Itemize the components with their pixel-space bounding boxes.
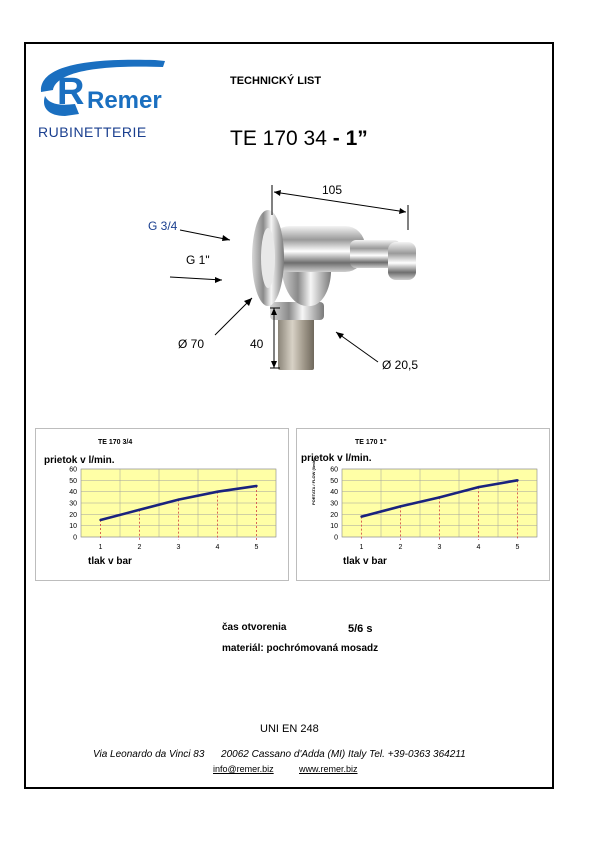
chart-right-ytick-label: 40: [330, 489, 338, 497]
chart-left-plot: [36, 429, 288, 580]
chart-right-plot: [297, 429, 549, 580]
chart-left-data-point: [138, 509, 140, 511]
model-size: - 1”: [332, 127, 368, 150]
chart-right-data-point: [360, 515, 362, 517]
push-button: [388, 242, 416, 280]
brand-name: Remer: [87, 87, 162, 114]
material-info: materiál: pochrómovaná mosadz: [222, 643, 379, 654]
pipe-tail: [278, 315, 314, 370]
chart-left-ytick-label: 40: [69, 489, 77, 497]
document-type: TECHNICKÝ LIST: [230, 75, 322, 87]
chart-right-ylabel: prietok v l/min.: [301, 453, 372, 464]
chart-left-xtick-label: 2: [137, 544, 142, 551]
chart-right-title: TE 170 1": [355, 439, 387, 446]
chart-right-rotated-label: PORTATA / FLOW (l/min): [311, 458, 316, 505]
chart-left-ytick-label: 60: [69, 466, 77, 474]
chart-right: [296, 428, 550, 581]
chart-right-ytick-label: 30: [330, 500, 338, 508]
chart-left-ytick-label: 10: [69, 523, 77, 531]
chart-left-data-point: [255, 485, 257, 487]
chart-left-ytick-label: 50: [69, 477, 77, 485]
chart-left-ytick-label: 20: [69, 511, 77, 519]
chart-right-ytick-label: 50: [330, 477, 338, 485]
chart-right-xtick-label: 5: [515, 544, 520, 551]
height-label: 40: [250, 337, 264, 351]
dimension-length: 105: [322, 183, 343, 197]
remer-logo-icon: [35, 56, 169, 126]
page-frame: [24, 42, 554, 789]
chart-left-xtick-label: 4: [215, 544, 220, 551]
chart-left-title: TE 170 3/4: [98, 439, 133, 446]
chart-right-ytick-label: 20: [330, 511, 338, 519]
chart-left-data-point: [99, 519, 101, 521]
company-address: Via Leonardo da Vinci 83 20062 Cassano d'Adda (MI) Italy Tel. +39-0363 364211: [93, 749, 466, 760]
chart-right-xtick-label: 2: [398, 544, 403, 551]
chart-right-xtick-label: 3: [437, 544, 442, 551]
email-link[interactable]: info@remer.biz: [213, 764, 274, 774]
opening-time-label: čas otvorenia: [222, 622, 287, 633]
chart-left-data-point: [216, 490, 218, 492]
chart-left-xtick-label: 1: [98, 544, 103, 551]
diameter-pipe-label: Ø 20,5: [382, 358, 419, 372]
brand-subtitle: RUBINETTERIE: [38, 124, 147, 140]
chart-left-ytick-label: 30: [69, 500, 77, 508]
chart-right-data-point: [399, 505, 401, 507]
chart-left-ytick-label: 0: [73, 534, 77, 542]
chart-right-data-point: [477, 486, 479, 488]
chart-right-xtick-label: 1: [359, 544, 364, 551]
chart-right-ytick-label: 0: [334, 534, 338, 542]
model-title: [230, 127, 368, 151]
chart-left: [35, 428, 289, 581]
thread-label-1: G 1": [186, 253, 210, 267]
thread-label-3-4: G 3/4: [148, 219, 178, 233]
website-link[interactable]: www.remer.biz: [299, 764, 358, 774]
chart-right-data-point: [438, 496, 440, 498]
chart-left-data-point: [177, 498, 179, 500]
diameter-flange-label: Ø 70: [178, 337, 205, 351]
chart-right-ytick-label: 60: [330, 466, 338, 474]
chart-right-data-point: [516, 479, 518, 481]
chart-left-xtick-label: 3: [176, 544, 181, 551]
chart-left-xtick-label: 5: [254, 544, 259, 551]
chart-right-xlabel: tlak v bar: [343, 556, 387, 567]
opening-time-value: 5/6 s: [348, 623, 373, 635]
model-code: TE 170 34: [230, 127, 327, 150]
chart-right-xtick-label: 4: [476, 544, 481, 551]
chart-right-ytick-label: 10: [330, 523, 338, 531]
chart-left-xlabel: tlak v bar: [88, 556, 132, 567]
nut: [270, 302, 324, 320]
product-drawing: [130, 170, 460, 390]
svg-text:R: R: [57, 71, 85, 113]
chart-left-ylabel: prietok v l/min.: [44, 455, 115, 466]
standard-label: UNI EN 248: [260, 723, 319, 735]
